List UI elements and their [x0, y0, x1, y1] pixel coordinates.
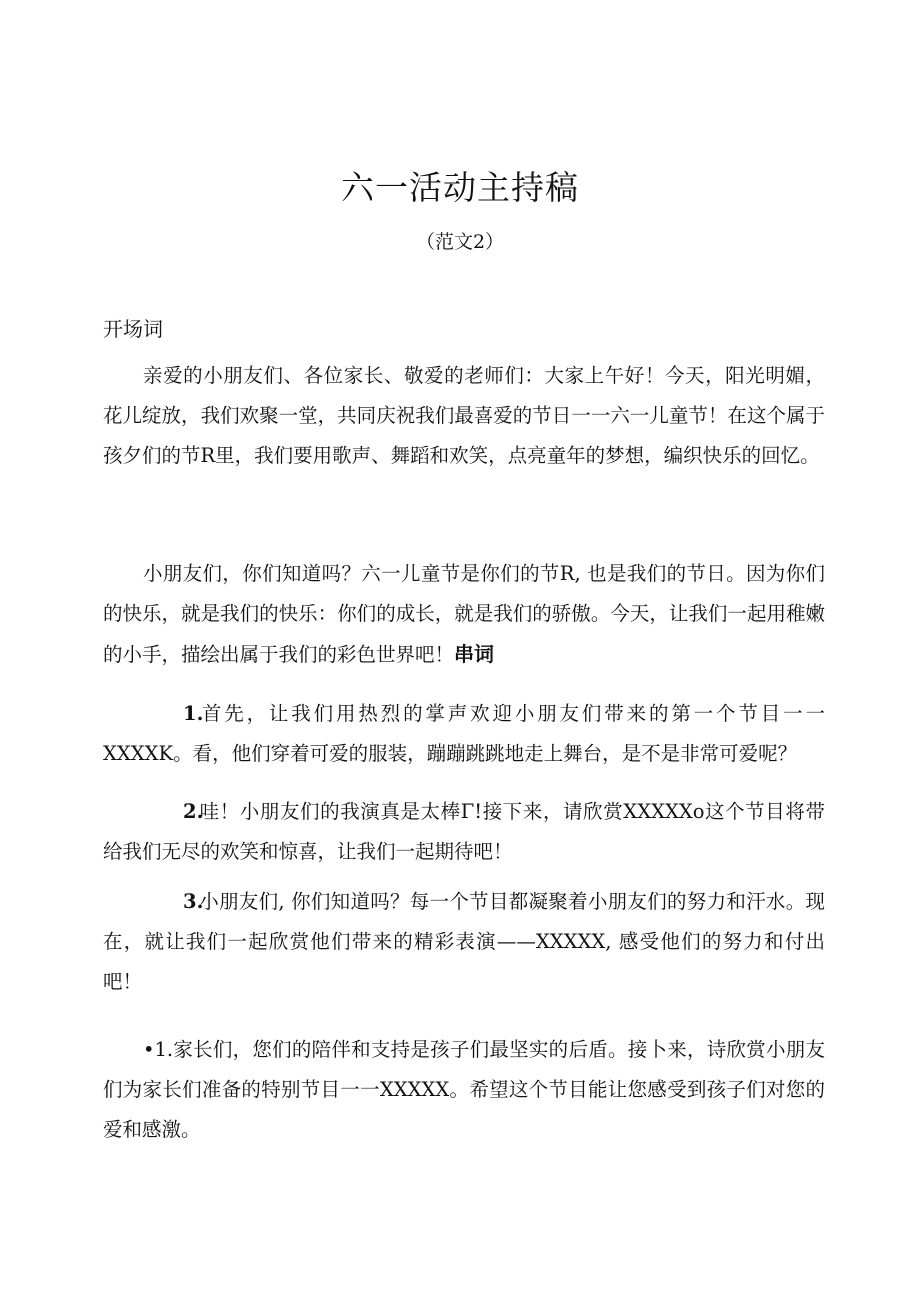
transition-item-1 [103, 694, 825, 774]
opening-paragraph-1: 亲爱的小朋友们、各位家长、敬爱的老师们：大家上午好！今天，阳光明媚，花儿绽放，我们欢聚一堂，共同庆祝我们最喜爱的节日一一六一儿童节！在这个属于孩夕们的节R里，我们要用歌声、舞蹈和欢笑，点亮童年的梦想，编织快乐的回忆。 [103, 364, 825, 467]
transition-item-4 [103, 1030, 825, 1150]
transition-item-text: 哇！小朋友们的我演真是太棒Γ!接下来，请欣赏XXXXXo这个节目将带给我们无尽的欢笑和惊喜，让我们一起期待吧！ [103, 800, 825, 863]
transition-item-number: 2. [183, 800, 204, 823]
opening-paragraph-2 [103, 554, 825, 675]
transitions-heading: 串词 [454, 642, 495, 666]
transition-item-number: 1. [183, 702, 204, 725]
document-subtitle: （范文2） [415, 231, 505, 253]
transition-item-text: 小朋友们, 你们知道吗？每一个节目都凝聚着小朋友们的努力和汗水。现在，就让我们一起欣赏他们带来的精彩表演——XXXXX, 感受他们的努力和付出吧！ [103, 890, 825, 993]
transition-item-number: 3. [183, 890, 204, 913]
transition-item-text: 首先，让我们用热烈的掌声欢迎小朋友们带来的第一个节目一一XXXXK。看，他们穿着可爱的服装，蹦蹦跳跳地走上舞台，是不是非常可爱呢？ [103, 702, 825, 765]
transition-item-number: •1. [143, 1038, 174, 1061]
document-title: 六一活动主持稿 [341, 168, 579, 207]
opening-paragraph-2-text: 小朋友们，你们知道吗？六一儿童节是你们的节R, 也是我们的节日。因为你们的快乐，就是我们的快乐：你们的成长，就是我们的骄傲。今天，让我们一起用稚嫩的小手，描绘出属于我们的彩色世界吧！ [103, 562, 825, 666]
transition-item-3 [103, 882, 825, 1002]
transition-item-text: 家长们，您们的陪伴和支持是孩子们最坚实的后盾。接卜来，诗欣赏小朋友们为家长们准备的特别节目一一XXXXX。希望这个节目能让您感受到孩子们对您的爱和感激。 [103, 1038, 825, 1141]
transition-item-2 [103, 792, 825, 872]
opening-heading: 开场词 [103, 317, 163, 341]
